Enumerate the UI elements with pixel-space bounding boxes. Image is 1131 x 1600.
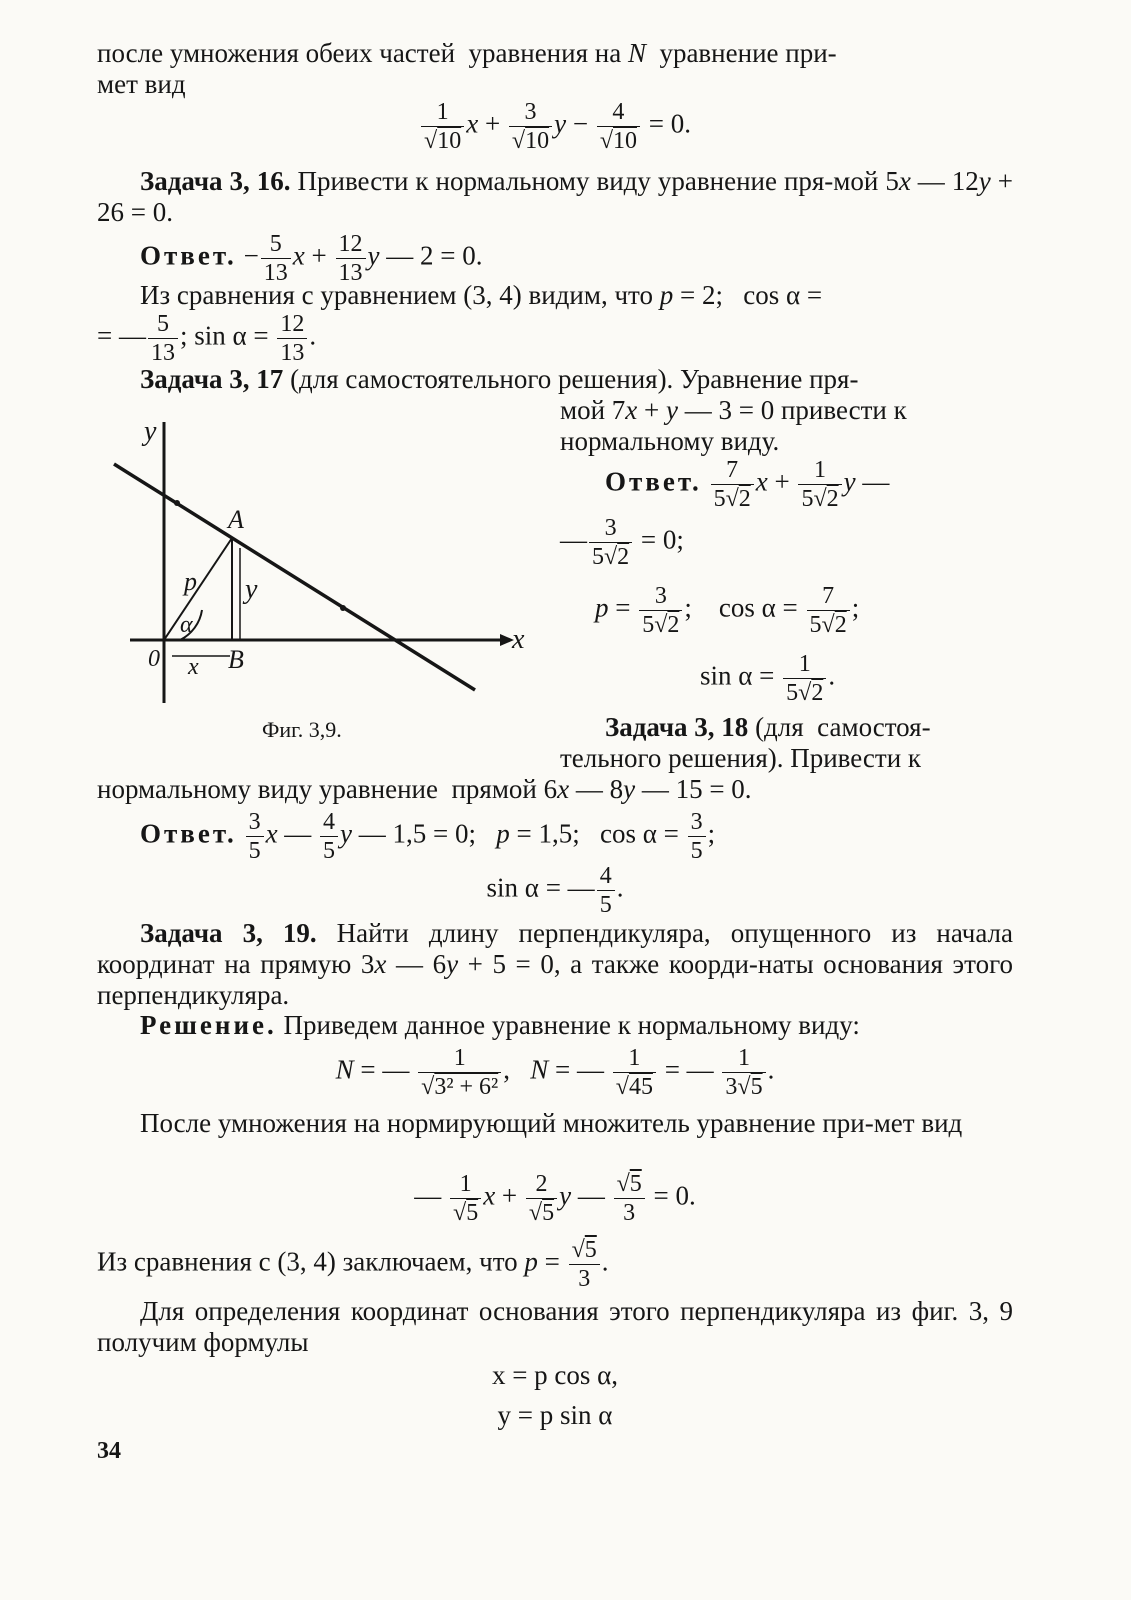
given-line — [114, 464, 475, 690]
formula-y: y = p sin α — [497, 1400, 613, 1430]
answer-3-18-sin: sin α = — $\frac{4}{5}$ . — [486, 863, 624, 918]
answer-3-16: Ответ. − $\frac{5}{13}$ x + $\frac{12}{13}$ y — 2 = 0. — [140, 231, 483, 286]
fig-label-origin: 0 — [148, 646, 160, 672]
p319-heading: Задача 3, 19. — [140, 918, 317, 948]
problem-3-18: Задача 3, 18 (для самостоя- — [605, 712, 931, 742]
solution-3-19: Решение. Приведем данное уравнение к нормальному виду: — [140, 1010, 860, 1040]
solution-label: Решение. — [140, 1010, 277, 1040]
perpendicular-p — [164, 538, 232, 640]
problem-3-18-cont: тельного решения). Привести к — [560, 743, 922, 773]
answer-3-17-line2: — $\frac{3}{5√2}$ = 0; — [560, 515, 684, 570]
page-number: 34 — [97, 1438, 121, 1464]
coordinates-text: Для определения координат основания этого перпендикуляра из фиг. 3, 9 получим формулы — [97, 1296, 1013, 1357]
answer-3-18: Ответ. $\frac{3}{5}$ x — $\frac{4}{5}$ y — 1,5 = 0; p = 1,5; cos α = $\frac{3}{5}$ ; — [140, 809, 716, 864]
fig-label-x: x — [512, 624, 525, 655]
comparison-3-16: Из сравнения с уравнением (3, 4) видим, что p = 2; cos α = — [140, 280, 823, 310]
p318-heading: Задача 3, 18 — [605, 712, 749, 742]
top-text — [97, 38, 1013, 100]
formula-x: x = p cos α, — [491, 1360, 619, 1390]
fig-label-seg-y: y — [245, 574, 258, 605]
figure-3-9 — [100, 408, 550, 718]
answer-label: Ответ. — [140, 240, 237, 271]
fig-label-seg-x: x — [188, 654, 199, 680]
comparison-3-16-cont: = — $\frac{5}{13}$ ; sin α = $\frac{12}{13}$ . — [97, 311, 317, 366]
answer-3-17-line3: p = $\frac{3}{5√2}$ ; cos α = $\frac{7}{5√2}$ ; — [595, 583, 860, 638]
fig-label-b: B — [228, 645, 244, 674]
fig-label-a: A — [228, 505, 244, 534]
equation-n: N = — $\frac{1}{\text{√3² + 6²}}$ , N = — $\frac{1}{√45}$ = — $\frac{1}{3√5}$ . — [335, 1045, 775, 1100]
coordinate-diagram — [100, 408, 550, 718]
equation-3-19: — $\frac{1}{√5}$ x + $\frac{2}{√5}$ y — $\frac{√5}{3}$ = 0. — [414, 1171, 696, 1226]
problem-3-16: Задача 3, 16. Привести к нормальному виду уравнение пря-мой 5x — 12y + 26 = 0. — [97, 166, 1013, 227]
answer-3-17-line4: sin α = $\frac{1}{5√2}$ . — [700, 651, 836, 706]
fig-label-y: y — [144, 416, 157, 447]
answer-3-17-line1: Ответ. $\frac{7}{5√2}$ x + $\frac{1}{5√2}$ y — — [605, 457, 890, 512]
comparison-3-19: Из сравнения с (3, 4) заключаем, что p = $\frac{√5}{3}$ . — [97, 1237, 609, 1292]
equation-1: $\frac{1}{√10}$ x + $\frac{3}{√10}$ y − $\frac{4}{√10}$ = 0. — [97, 100, 1013, 153]
problem-3-17-cont: мой 7x + y — 3 = 0 привести к нормальному виду. — [560, 395, 907, 456]
figure-caption: Фиг. 3,9. — [262, 717, 342, 742]
line1: после умножения обеих частей уравнения на N уравнение при- — [97, 38, 837, 68]
problem-3-18-cont2: нормальному виду уравнение прямой 6x — 8y — 15 = 0. — [97, 774, 752, 804]
p317-heading: Задача 3, 17 — [140, 364, 284, 394]
problem-3-17: Задача 3, 17 (для самостоятельного решения). Уравнение пря- — [140, 364, 859, 394]
fig-label-alpha: α — [180, 612, 193, 638]
fig-label-p: p — [184, 567, 197, 596]
after-multiplication: После умножения на нормирующий множитель уравнение при-мет вид — [140, 1108, 963, 1138]
problem-3-19: Задача 3, 19. Найти длину перпендикуляра, опущенного из начала координат на прямую 3x — 6y + 5 = 0, а также коорди-наты основания этого перпендикуляра. — [97, 918, 1014, 1010]
p316-heading: Задача 3, 16. — [140, 166, 291, 196]
line2: мет вид — [97, 69, 186, 99]
